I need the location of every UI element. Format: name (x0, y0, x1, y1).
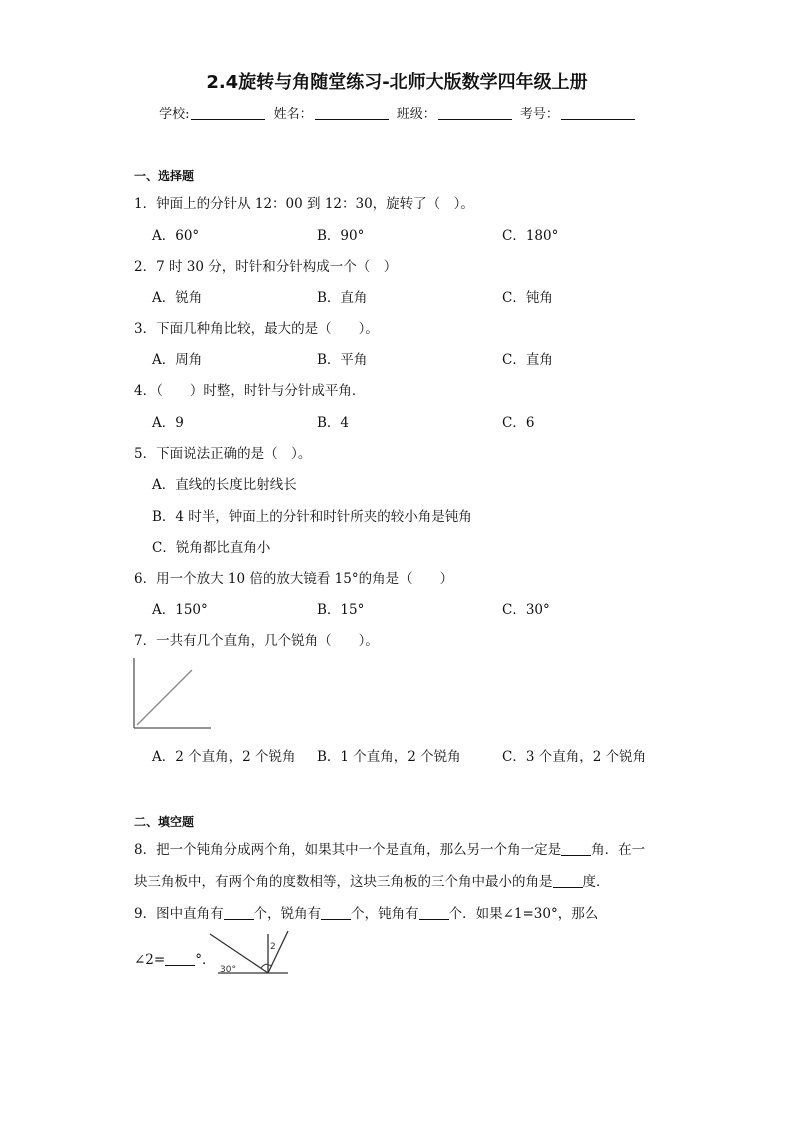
question-5: 5．下面说法正确的是（ ）。 (134, 446, 312, 462)
q7-diagonal-ray (137, 670, 192, 725)
q3-option-c: C．直角 (502, 352, 553, 368)
q8-text-1: 8．把一个钝角分成两个角，如果其中一个是直角，那么另一个角一定是 (134, 842, 562, 858)
question-7: 7．一共有几个直角，几个锐角（ ）。 (134, 633, 379, 649)
q4-option-b: B．4 (317, 415, 350, 431)
question-9-line-2 (134, 948, 215, 968)
school-label: 学校: (159, 107, 190, 122)
q8-blank-1[interactable] (561, 843, 591, 856)
q9-angle-arc-left (261, 964, 268, 968)
q9-blank-obtuse[interactable] (419, 907, 449, 920)
q1-option-b: B．90° (317, 228, 365, 244)
q9-blank-right[interactable] (224, 907, 254, 920)
question-1: 1．钟面上的分针从 12：00 到 12：30，旋转了（ ）。 (134, 196, 474, 212)
q2-option-c: C．钝角 (502, 290, 553, 306)
q5-option-c: C．锐角都比直角小 (152, 540, 271, 556)
section-title-choice: 一、选择题 (134, 169, 195, 183)
q9-text-4: 个．如果∠1=30°，那么 (448, 906, 599, 922)
q9-label-2: 2 (270, 942, 276, 952)
q1-option-a: A．60° (152, 228, 200, 244)
section-title-fill: 二、填空题 (134, 815, 195, 829)
q9-blank-angle2[interactable] (165, 953, 195, 966)
q9-left-ray (210, 934, 268, 973)
q9-text-6: °． (195, 952, 216, 968)
q9-angle-figure (208, 928, 292, 978)
name-label: 姓名： (273, 107, 313, 122)
q2-option-a: A．锐角 (152, 290, 203, 306)
question-9-line-1 (134, 902, 598, 922)
q4-option-c: C．6 (502, 415, 535, 431)
q1-option-c: C．180° (502, 228, 559, 244)
question-8-line-2 (134, 870, 610, 890)
q3-option-a: A．周角 (152, 352, 203, 368)
question-8-line-1 (134, 838, 645, 858)
question-2: 2．7 时 30 分，时针和分针构成一个（ ） (134, 259, 398, 275)
page-title: 2.4旋转与角随堂练习-北师大版数学四年级上册 (206, 72, 588, 93)
q3-option-b: B．平角 (317, 352, 368, 368)
class-blank[interactable] (438, 107, 512, 120)
q5-option-b: B．4 时半，钟面上的分针和时针所夹的较小角是钝角 (152, 509, 472, 525)
q6-option-c: C．30° (502, 602, 550, 618)
q9-text-3: 个，钝角有 (351, 906, 419, 922)
q9-text-2: 个，锐角有 (253, 906, 322, 922)
q9-text-1: 9．图中直角有 (134, 906, 224, 922)
question-4: 4．（ ）时整，时针与分针成平角． (134, 383, 366, 399)
name-blank[interactable] (315, 107, 389, 120)
question-6: 6．用一个放大 10 倍的放大镜看 15°的角是（ ） (134, 571, 454, 587)
exam-no-label: 考号： (519, 107, 559, 122)
school-blank[interactable] (191, 107, 265, 120)
q9-text-5: ∠2= (134, 952, 166, 968)
q6-option-b: B．15° (317, 602, 365, 618)
question-3: 3．下面几种角比较，最大的是（ ）。 (134, 321, 379, 337)
q5-option-a: A．直线的长度比射线长 (152, 477, 297, 493)
q2-option-b: B．直角 (317, 290, 368, 306)
q9-right-ray (268, 931, 288, 973)
q8-text-3: 块三角板中，有两个角的度数相等，这块三角板的三个角中最小的角是 (134, 874, 553, 890)
q9-blank-acute[interactable] (321, 907, 351, 920)
student-info-row (0, 103, 794, 122)
q8-blank-2[interactable] (553, 875, 583, 888)
q8-text-2: 角．在一 (591, 842, 646, 858)
q8-text-4: 度． (582, 874, 610, 890)
q9-label-30: 30° (220, 965, 236, 975)
q7-angle-figure (128, 655, 218, 735)
q7-option-a: A．2 个直角，2 个锐角 (152, 749, 296, 765)
q4-option-a: A．9 (152, 415, 184, 431)
q7-option-b: B．1 个直角，2 个锐角 (317, 749, 461, 765)
exam-no-blank[interactable] (561, 107, 635, 120)
class-label: 班级： (396, 107, 436, 122)
q6-option-a: A．150° (152, 602, 208, 618)
q7-option-c: C．3 个直角，2 个锐角 (502, 749, 647, 765)
